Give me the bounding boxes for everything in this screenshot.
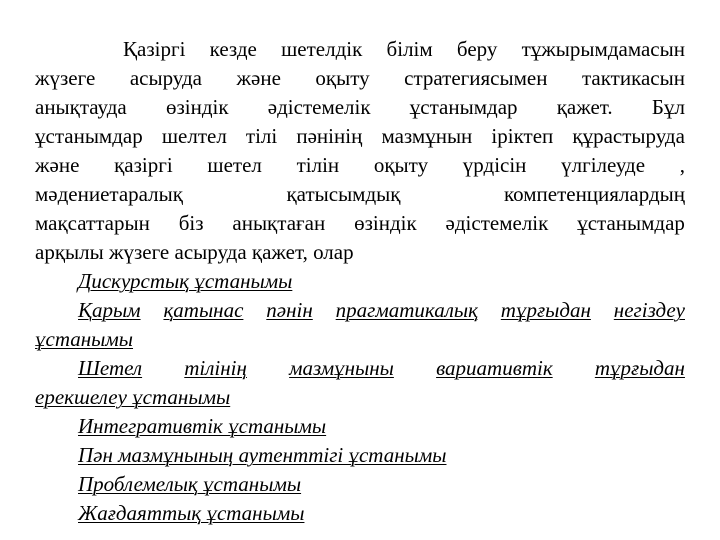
paragraph-line-1: [123, 35, 685, 64]
word: анықтаған: [232, 211, 326, 235]
principle-variative-line-2: [35, 383, 685, 412]
word: өзіндік: [354, 211, 417, 235]
word: оқыту: [315, 66, 370, 90]
word: прагматикалық: [335, 298, 478, 322]
word: тактикасын: [581, 66, 685, 90]
word: қазіргі: [114, 153, 173, 177]
word: мазмұныны: [289, 356, 394, 380]
principle-text: Дискурстық ұстанымы: [78, 269, 293, 293]
word: Қазіргі: [123, 37, 186, 61]
word: мазмұнын: [381, 124, 473, 148]
principle-situational: [78, 499, 685, 528]
principle-pragmatic-line-1: [78, 296, 685, 325]
word: стратегиясымен: [404, 66, 548, 90]
word: мәдениетаралық: [35, 182, 183, 206]
word: мақсаттарын: [35, 211, 150, 235]
word: ұстанымдар: [577, 211, 685, 235]
word: тұрғыдан: [500, 298, 591, 322]
word: қажет.: [556, 95, 613, 119]
principle-text: Интегративтік ұстанымы: [78, 414, 327, 438]
word: Шетел: [78, 356, 143, 380]
word: кезде: [209, 37, 257, 61]
principle-text: ерекшелеу ұстанымы: [35, 385, 231, 409]
principle-text: Проблемелық ұстанымы: [78, 472, 302, 496]
principle-authenticity: [78, 441, 685, 470]
word: вариативтік: [436, 356, 553, 380]
word: және: [35, 153, 80, 177]
principle-problem: [78, 470, 685, 499]
word: әдістемелік: [267, 95, 371, 119]
word: пәнінің: [296, 124, 363, 148]
word: беру: [456, 37, 498, 61]
word: ұстанымдар: [409, 95, 518, 119]
paragraph-line-6: [35, 180, 685, 209]
word: анықтауда: [35, 95, 127, 119]
principle-text: Жағдаяттық ұстанымы: [78, 501, 305, 525]
paragraph-line-3: [35, 93, 685, 122]
word: үлгілеуде: [561, 153, 646, 177]
principle-text: ұстанымы: [35, 327, 134, 351]
word: Қарым: [78, 298, 141, 322]
principle-text: Пән мазмұнының аутенттігі ұстанымы: [78, 443, 447, 467]
word: тілінің: [184, 356, 247, 380]
principle-pragmatic-line-2: [35, 325, 685, 354]
word: әдістемелік: [445, 211, 549, 235]
word: тұрғыдан: [594, 356, 685, 380]
word: ұстанымдар: [35, 124, 143, 148]
word: оқыту: [373, 153, 429, 177]
principle-variative-line-1: [78, 354, 685, 383]
paragraph-line-2: [35, 64, 685, 93]
principle-integrative: [78, 412, 685, 441]
word: біз: [178, 211, 204, 235]
word: тілі: [245, 124, 278, 148]
word: және: [236, 66, 281, 90]
word: арқылы жүзеге асыруда қажет, олар: [35, 240, 354, 264]
word: негіздеу: [613, 298, 685, 322]
principle-discourse: [78, 267, 685, 296]
word: үрдісін: [462, 153, 527, 177]
paragraph-line-7: [35, 209, 685, 238]
word: шетел: [207, 153, 262, 177]
word: білім: [386, 37, 433, 61]
word: компетенциялардың: [503, 182, 685, 206]
word: қатысымдық: [286, 182, 401, 206]
word: өзіндік: [165, 95, 229, 119]
paragraph-line-5: [35, 151, 685, 180]
word: тілін: [296, 153, 340, 177]
word: құрастыруда: [572, 124, 685, 148]
word: пәнін: [266, 298, 313, 322]
word: жүзеге: [35, 66, 96, 90]
word: ,: [679, 153, 685, 177]
word: асыруда: [129, 66, 202, 90]
paragraph-line-4: [35, 122, 685, 151]
word: шелтел: [161, 124, 227, 148]
word: қатынас: [163, 298, 244, 322]
word: Бұл: [651, 95, 685, 119]
paragraph-line-8: [35, 238, 685, 267]
word: іріктеп: [491, 124, 554, 148]
word: шетелдік: [281, 37, 363, 61]
word: тұжырымдамасын: [521, 37, 685, 61]
